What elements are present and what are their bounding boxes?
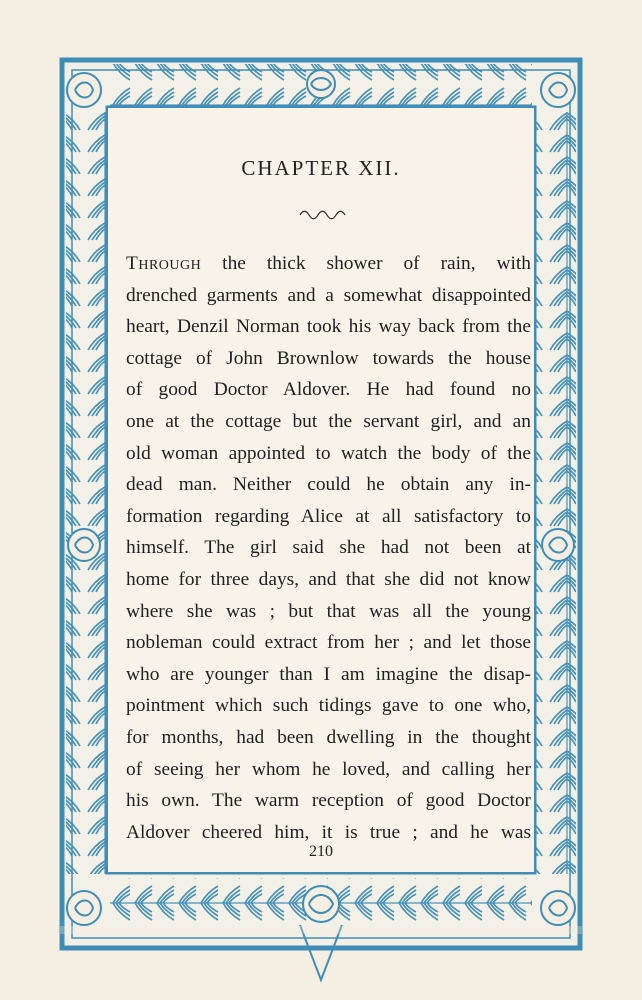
page-number: 210 xyxy=(309,843,333,860)
first-line-text: the thick shower of rain, with xyxy=(201,253,531,274)
paragraph-line: of seeing her whom he loved, and calling her xyxy=(126,758,531,780)
paragraph-line: himself. The girl said she had not been at xyxy=(126,537,531,559)
paragraph-line xyxy=(126,248,531,280)
paragraph-line: of good Doctor Aldover. He had found no xyxy=(126,379,531,401)
paragraph-line: formation regarding Alice at all satisfactory to xyxy=(126,505,531,527)
paragraph-line: heart, Denzil Norman took his way back from the xyxy=(126,316,531,338)
paragraph-line: pointment which such tidings gave to one who, xyxy=(126,695,531,717)
paragraph-line: old woman appointed to watch the body of the xyxy=(126,442,531,464)
paragraph-line: nobleman could extract from her ; and let those xyxy=(126,632,531,654)
squiggle-ornament-icon xyxy=(298,206,350,220)
paragraph-line: for months, had been dwelling in the thought xyxy=(126,726,531,748)
chapter-body-text xyxy=(126,248,531,848)
paragraph-line: his own. The warm reception of good Doctor xyxy=(126,790,531,812)
lead-word: Through xyxy=(126,253,202,274)
paragraph-line: dead man. Neither could he obtain any in- xyxy=(126,474,531,496)
paragraph-line: Aldover cheered him, it is true ; and he was xyxy=(126,821,531,843)
paragraph-line: who are younger than I am imagine the disap- xyxy=(126,663,531,685)
paragraph-line: where she was ; but that was all the young xyxy=(126,600,531,622)
paragraph-line: drenched garments and a somewhat disappointed xyxy=(126,284,531,306)
chapter-title: CHAPTER XII. xyxy=(241,156,401,180)
paragraph-line: home for three days, and that she did not know xyxy=(126,568,531,590)
paragraph-line: one at the cottage but the servant girl, and an xyxy=(126,410,531,432)
paragraph-line: cottage of John Brownlow towards the house xyxy=(126,347,531,369)
